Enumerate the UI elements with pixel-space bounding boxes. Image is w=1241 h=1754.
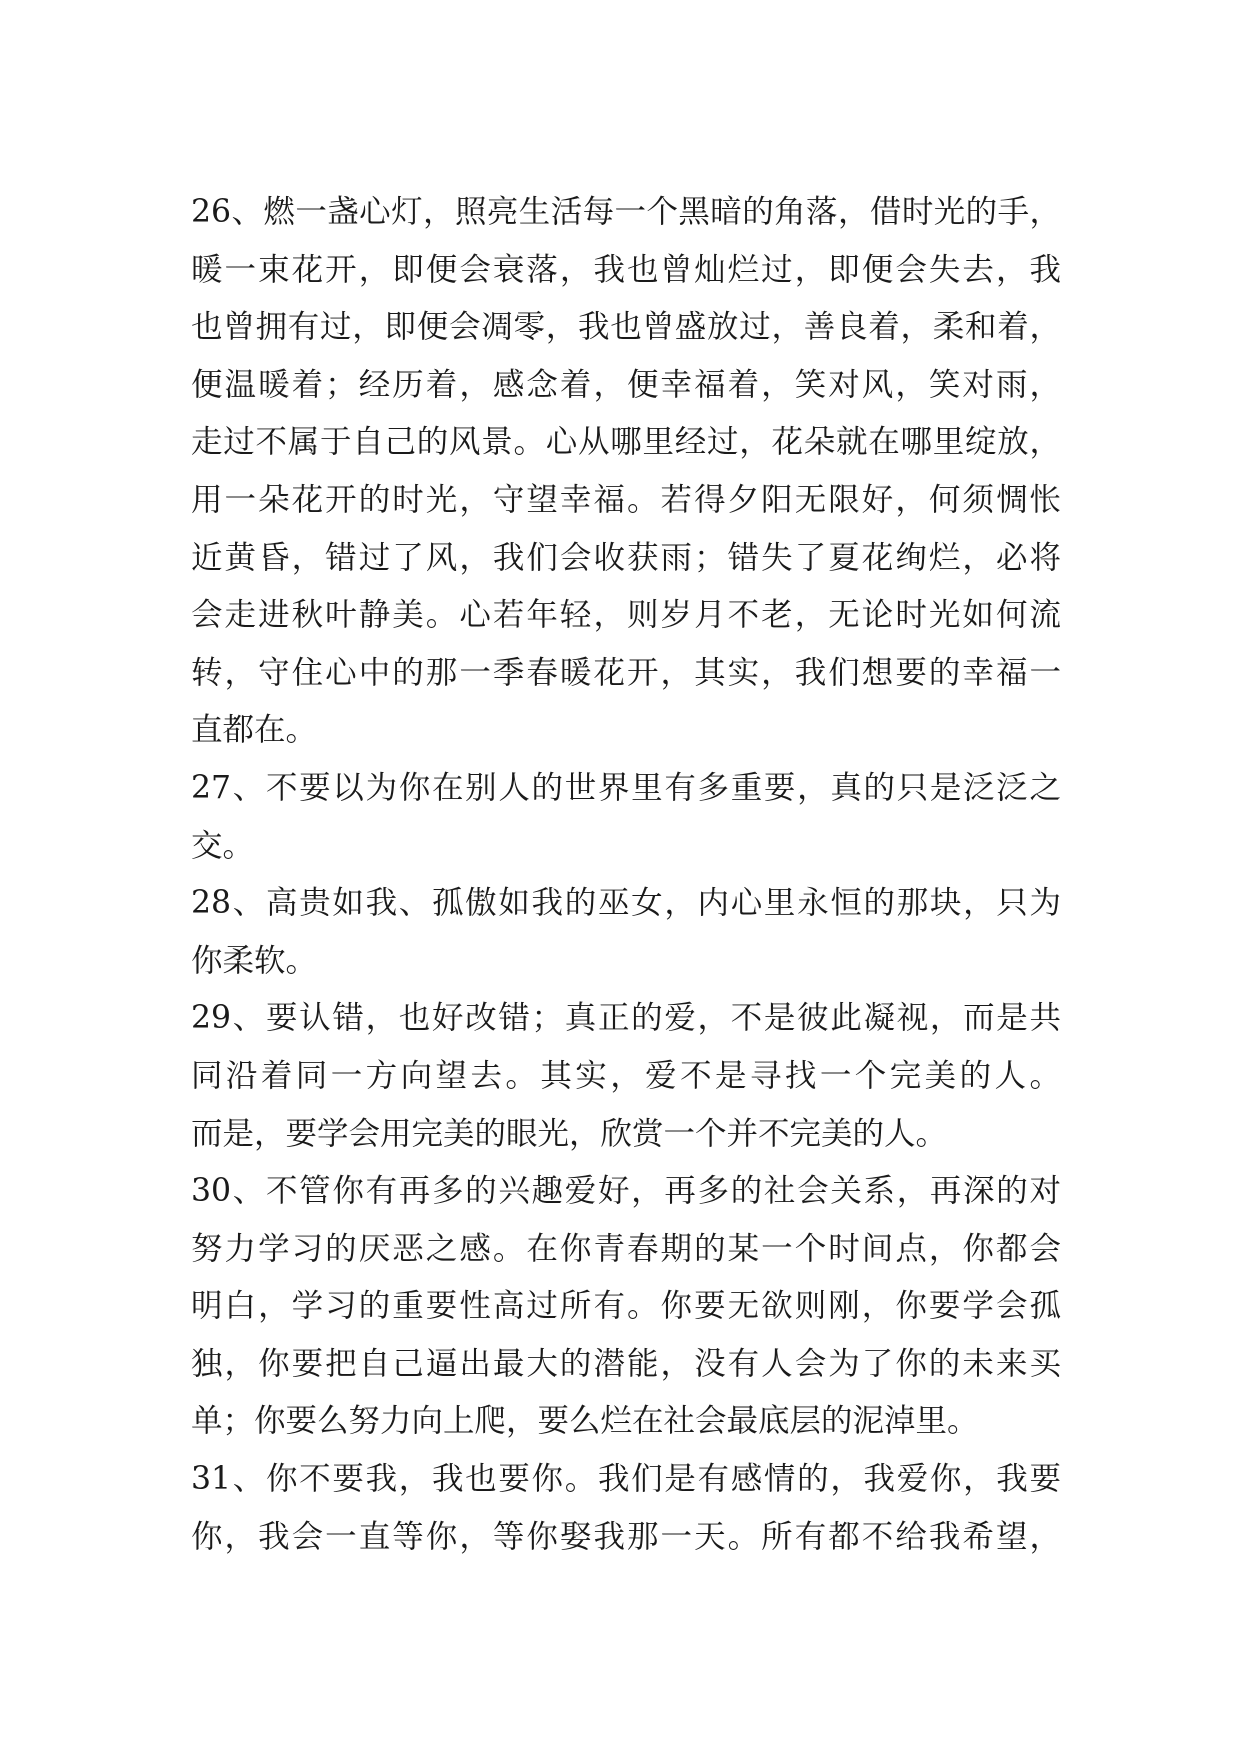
- text-line: 单；你要么努力向上爬，要么烂在社会最底层的泥淖里。: [191, 1403, 979, 1440]
- text-line: 近黄昏，错过了风，我们会收获雨；错失了夏花绚烂，必将: [191, 539, 1061, 576]
- text-line: 30、不管你有再多的兴趣爱好，再多的社会关系，再深的对: [191, 1173, 1061, 1210]
- text-line: 28、高贵如我、孤傲如我的巫女，内心里永恒的那块，只为: [191, 885, 1061, 922]
- body-text: [191, 184, 1061, 1566]
- text-line: 会走进秋叶静美。心若年轻，则岁月不老，无论时光如何流: [191, 597, 1061, 634]
- text-line: 努力学习的厌恶之感。在你青春期的某一个时间点，你都会: [191, 1230, 1061, 1267]
- text-line: 你，我会一直等你，等你娶我那一天。所有都不给我希望，: [191, 1518, 1061, 1555]
- text-line: 转，守住心中的那一季春暖花开，其实，我们想要的幸福一: [191, 654, 1061, 691]
- text-line: 同沿着同一方向望去。其实，爱不是寻找一个完美的人。: [191, 1057, 1061, 1094]
- text-line: 而是，要学会用完美的眼光，欣赏一个并不完美的人。: [191, 1115, 948, 1152]
- text-line: 交。: [191, 827, 255, 864]
- text-line: 26、燃一盏心灯，照亮生活每一个黑暗的角落，借时光的手，: [191, 194, 1061, 230]
- text-line: 29、要认错，也好改错；真正的爱，不是彼此凝视，而是共: [191, 1000, 1061, 1037]
- text-line: 明白，学习的重要性高过所有。你要无欲则刚，你要学会孤: [191, 1288, 1061, 1325]
- text-line: 你柔软。: [191, 942, 318, 979]
- text-line: 也曾拥有过，即便会凋零，我也曾盛放过，善良着，柔和着，: [191, 309, 1061, 346]
- text-line: 31、你不要我，我也要你。我们是有感情的，我爱你，我要: [191, 1461, 1061, 1498]
- text-line: 便温暖着；经历着，感念着，便幸福着，笑对风，笑对雨，: [191, 366, 1061, 403]
- text-line: 用一朵花开的时光，守望幸福。若得夕阳无限好，何须惆怅: [191, 481, 1061, 518]
- text-line: 独，你要把自己逼出最大的潜能，没有人会为了你的未来买: [191, 1345, 1061, 1382]
- text-line: 直都在。: [191, 712, 318, 749]
- text-line: 走过不属于自己的风景。心从哪里经过，花朵就在哪里绽放，: [191, 424, 1061, 461]
- text-line: 暖一束花开，即便会衰落，我也曾灿烂过，即便会失去，我: [191, 251, 1061, 288]
- text-line: 27、不要以为你在别人的世界里有多重要，真的只是泛泛之: [191, 769, 1061, 806]
